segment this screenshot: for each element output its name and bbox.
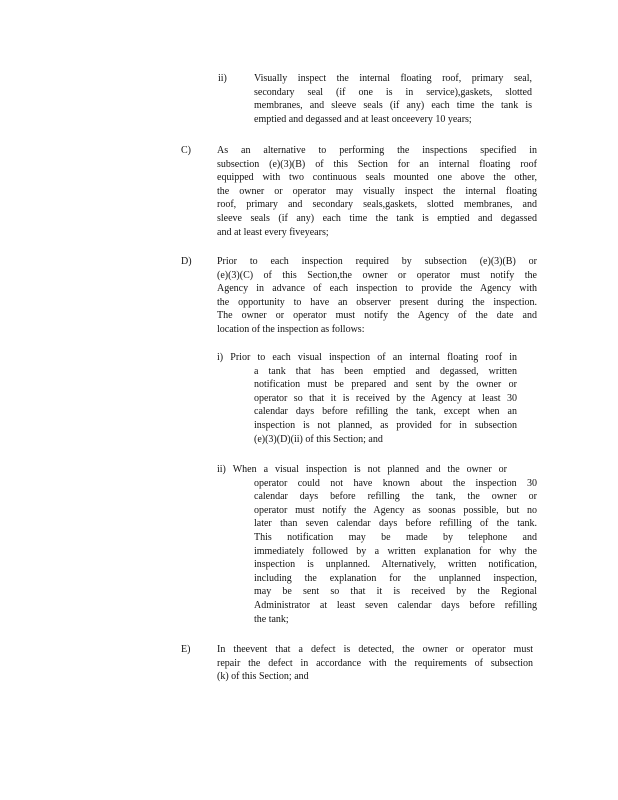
text-line: calendar days before refilling the tank, the owner or xyxy=(254,491,537,503)
text-line: the opportunity to have an observer present during the inspection. xyxy=(217,296,537,308)
text-line: subsection (e)(3)(B) of this Section for an internal floating roof xyxy=(217,158,537,170)
text-line: the owner or operator may visually inspect the internal floating xyxy=(217,185,537,197)
text-line: Administrator at least seven calendar days before refilling xyxy=(254,599,537,611)
text-line: secondary seal (if one is in service),gaskets, slotted xyxy=(254,86,532,98)
text-line: ii) When a visual inspection is not planned and the owner or xyxy=(217,464,507,475)
text-line: equipped with two continuous seals mounted one above the other, xyxy=(217,172,537,184)
text-line: inspection is not planned, as provided for in subsection xyxy=(254,419,517,431)
item-label-d: D) xyxy=(181,256,192,267)
text-line: Prior to each inspection required by subsection (e)(3)(B) or xyxy=(217,256,537,267)
item-label-c: C) xyxy=(181,145,191,156)
paragraph-ii-visual-inspection xyxy=(254,72,532,126)
text-line: (e)(3)(D)(ii) of this Section; and xyxy=(254,433,383,445)
paragraph-d-ii-unplanned xyxy=(217,463,537,626)
paragraph-e-repair-defect xyxy=(217,643,533,684)
paragraph-d-notification xyxy=(217,255,537,337)
text-line: As an alternative to performing the inspections specified in xyxy=(217,145,537,156)
text-line: In theevent that a defect is detected, the owner or operator must xyxy=(217,644,533,655)
text-line: The owner or operator must notify the Agency of the date and xyxy=(217,310,537,322)
text-line: calendar days before refilling the tank, except when an xyxy=(254,406,517,418)
text-line: operator so that it is received by the Agency at least 30 xyxy=(254,392,517,404)
text-line: membranes, and sleeve seals (if any) each time the tank is xyxy=(254,100,532,112)
text-line: i) Prior to each visual inspection of an internal floating roof in xyxy=(217,352,517,363)
text-line: notification must be prepared and sent by the owner or xyxy=(254,379,517,391)
text-line: Visually inspect the internal floating roof, primary seal, xyxy=(254,73,532,84)
paragraph-d-i-prior-notice xyxy=(217,351,517,446)
text-line: a tank that has been emptied and degassed, written xyxy=(254,365,517,377)
text-line: operator could not have known about the inspection 30 xyxy=(254,477,537,489)
text-line: including the explanation for the unplanned inspection, xyxy=(254,572,537,584)
text-line: roof, primary and secondary seals,gaskets, slotted membranes, and xyxy=(217,199,537,211)
text-line: and at least every fiveyears; xyxy=(217,226,329,238)
text-line: immediately followed by a written explanation for why the xyxy=(254,545,537,557)
text-line: operator must notify the Agency as soonas possible, but no xyxy=(254,504,537,516)
text-line: repair the defect in accordance with the requirements of subsection xyxy=(217,657,533,669)
text-line: This notification may be made by telephone and xyxy=(254,531,537,543)
text-line: the tank; xyxy=(254,613,289,625)
text-line: (e)(3)(C) of this Section,the owner or operator must notify the xyxy=(217,269,537,281)
text-line: Agency in advance of each inspection to provide the Agency with xyxy=(217,283,537,295)
text-line: later than seven calendar days before refilling of the tank. xyxy=(254,518,537,530)
text-line: emptied and degassed and at least onceevery 10 years; xyxy=(254,113,472,125)
text-line: (k) of this Section; and xyxy=(217,671,309,683)
text-line: may be sent so that it is received by the Regional xyxy=(254,586,537,598)
item-label-e: E) xyxy=(181,644,191,655)
text-line: sleeve seals (if any) each time the tank is emptied and degassed xyxy=(217,212,537,224)
paragraph-c-alternative xyxy=(217,144,537,239)
text-line: inspection is unplanned. Alternatively, written notification, xyxy=(254,559,537,571)
text-line: location of the inspection as follows: xyxy=(217,323,365,335)
item-label-ii: ii) xyxy=(218,73,227,84)
